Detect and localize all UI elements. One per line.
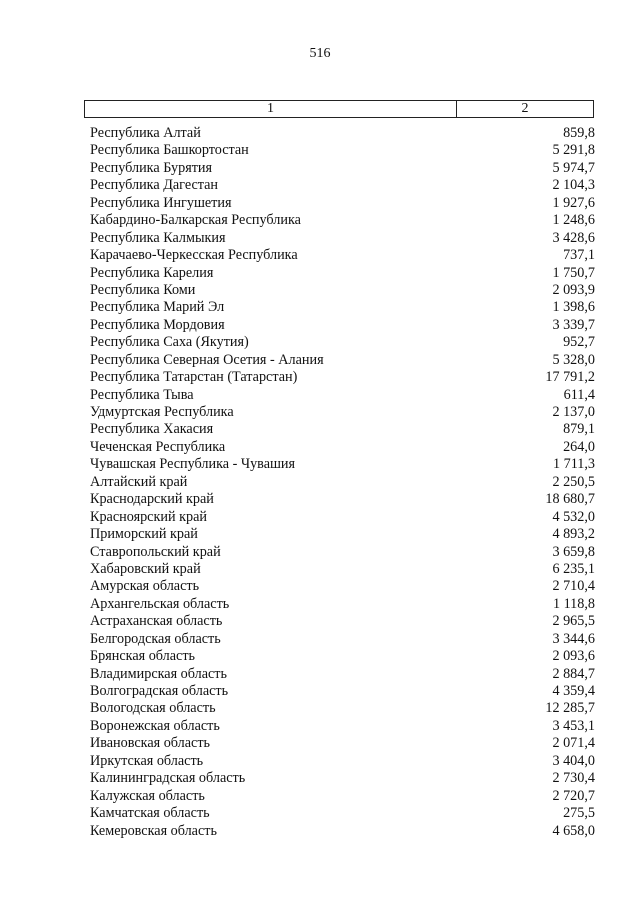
- region-name: Белгородская область: [90, 630, 221, 647]
- region-name: Алтайский край: [90, 473, 188, 490]
- region-value: 6 235,1: [552, 560, 595, 577]
- region-value: 3 344,6: [552, 630, 595, 647]
- table-row: [90, 474, 595, 491]
- region-name: Амурская область: [90, 578, 200, 595]
- region-value: 1 750,7: [552, 264, 595, 281]
- region-value: 2 884,7: [552, 665, 595, 682]
- region-name: Республика Северная Осетия - Алания: [90, 351, 324, 368]
- region-value: 18 680,7: [545, 491, 595, 508]
- region-name: Ставропольский край: [90, 543, 221, 560]
- table-row: [90, 177, 595, 194]
- table-row: [90, 299, 595, 316]
- region-name: Брянская область: [90, 648, 196, 665]
- region-name: Красноярский край: [90, 508, 207, 525]
- region-value: 4 893,2: [552, 526, 595, 543]
- region-name: Владимирская область: [90, 665, 227, 682]
- table-row: [90, 439, 595, 456]
- table-row: [90, 788, 595, 805]
- region-value: 1 248,6: [552, 212, 595, 229]
- region-value: 611,4: [563, 386, 595, 403]
- table-row: [90, 544, 595, 561]
- region-value: 5 328,0: [552, 351, 595, 368]
- region-value: 3 453,1: [552, 717, 595, 734]
- region-value: 2 720,7: [552, 787, 595, 804]
- region-name: Волгоградская область: [90, 683, 229, 699]
- table-row: [90, 770, 595, 787]
- region-name: Республика Марий Эл: [90, 299, 225, 316]
- region-value: 275,5: [563, 805, 595, 822]
- region-name: Воронежская область: [90, 717, 220, 734]
- region-name: Краснодарский край: [90, 491, 214, 508]
- region-value: 1 398,6: [552, 299, 595, 316]
- table-row: [90, 352, 595, 369]
- table-row: [90, 265, 595, 282]
- region-name: Республика Хакасия: [90, 421, 214, 438]
- table-row: [90, 700, 595, 717]
- region-value: 2 104,3: [552, 177, 595, 194]
- table-row: [90, 387, 595, 404]
- region-name: Иркутская область: [90, 752, 204, 769]
- region-value: 5 974,7: [552, 159, 595, 176]
- table-row: [90, 683, 595, 700]
- region-name: Республика Коми: [90, 281, 196, 298]
- table-row: [90, 456, 595, 473]
- table-header: [84, 100, 594, 118]
- region-value: 1 711,3: [552, 456, 595, 473]
- region-name: Республика Мордовия: [90, 316, 225, 333]
- region-name: Кабардино-Балкарская Республика: [90, 212, 301, 229]
- table-row: [90, 421, 595, 438]
- region-name: Республика Саха (Якутия): [90, 334, 249, 351]
- region-value: 879,1: [563, 421, 595, 438]
- region-value: 2 093,9: [552, 281, 595, 298]
- region-value: 2 137,0: [552, 404, 595, 420]
- region-name: Республика Тыва: [90, 386, 194, 403]
- table-row: [90, 282, 595, 299]
- region-value: 2 250,5: [552, 473, 595, 490]
- region-name: Республика Карелия: [90, 264, 214, 281]
- table-row: [90, 195, 595, 212]
- table-row: [90, 125, 595, 142]
- page-number: 516: [309, 46, 331, 61]
- region-value: 17 791,2: [545, 369, 595, 386]
- table-row: [90, 317, 595, 334]
- region-name: Хабаровский край: [90, 560, 201, 577]
- region-name: Вологодская область: [90, 700, 216, 717]
- region-value: 4 359,4: [552, 683, 595, 699]
- region-value: 4 532,0: [552, 508, 595, 525]
- region-value: 2 071,4: [552, 735, 595, 752]
- region-value: 3 339,7: [552, 316, 595, 333]
- region-name: Ивановская область: [90, 735, 211, 752]
- table-row: [90, 823, 595, 840]
- region-value: 1 118,8: [552, 595, 595, 612]
- table-row: [90, 142, 595, 159]
- region-value: 737,1: [563, 247, 595, 264]
- region-value: 1 927,6: [552, 194, 595, 211]
- region-value: 3 428,6: [552, 229, 595, 246]
- header-col-2: 2: [521, 101, 529, 116]
- table-row: [90, 561, 595, 578]
- header-col-1: 1: [85, 101, 457, 117]
- region-value: 2 965,5: [552, 613, 595, 630]
- table-row: [90, 718, 595, 735]
- region-name: Карачаево-Черкесская Республика: [90, 247, 298, 264]
- region-name: Камчатская область: [90, 805, 210, 822]
- region-name: Астраханская область: [90, 613, 223, 630]
- region-value: 4 658,0: [552, 822, 595, 839]
- region-name: Республика Ингушетия: [90, 194, 232, 211]
- region-name: Республика Бурятия: [90, 159, 213, 176]
- table-row: [90, 648, 595, 665]
- table-row: [90, 596, 595, 613]
- region-name: Кемеровская область: [90, 822, 217, 839]
- region-value: 952,7: [563, 334, 595, 351]
- table-row: [90, 613, 595, 630]
- region-value: 3 659,8: [552, 543, 595, 560]
- region-name: Чувашская Республика - Чувашия: [90, 456, 296, 473]
- table-row: [90, 334, 595, 351]
- region-value: 2 730,4: [552, 770, 595, 787]
- table-row: [90, 631, 595, 648]
- table-row: [90, 753, 595, 770]
- region-name: Республика Татарстан (Татарстан): [90, 369, 298, 386]
- region-name: Удмуртская Республика: [90, 404, 234, 420]
- region-name: Республика Алтай: [90, 125, 201, 141]
- region-name: Республика Дагестан: [90, 177, 219, 194]
- table-row: [90, 805, 595, 822]
- region-name: Калининградская область: [90, 770, 246, 787]
- region-name: Республика Калмыкия: [90, 229, 226, 246]
- region-value: 2 093,6: [552, 648, 595, 665]
- table-row: [90, 247, 595, 264]
- table-row: [90, 735, 595, 752]
- region-name: Калужская область: [90, 787, 205, 804]
- region-value: 12 285,7: [545, 700, 595, 717]
- table-row: [90, 160, 595, 177]
- region-name: Архангельская область: [90, 595, 230, 612]
- region-name: Чеченская Республика: [90, 438, 226, 455]
- region-name: Республика Башкортостан: [90, 142, 249, 159]
- region-value: 3 404,0: [552, 752, 595, 769]
- region-value: 264,0: [563, 438, 595, 455]
- region-value: 859,8: [563, 125, 595, 141]
- table-row: [90, 369, 595, 386]
- table-row: [90, 509, 595, 526]
- table-row: [90, 666, 595, 683]
- table-row: [90, 491, 595, 508]
- region-name: Приморский край: [90, 526, 198, 543]
- region-value: 5 291,8: [552, 142, 595, 159]
- table-body: [90, 125, 595, 840]
- region-value: 2 710,4: [552, 578, 595, 595]
- table-row: [90, 526, 595, 543]
- table-row: [90, 578, 595, 595]
- table-row: [90, 230, 595, 247]
- table-row: [90, 404, 595, 421]
- table-row: [90, 212, 595, 229]
